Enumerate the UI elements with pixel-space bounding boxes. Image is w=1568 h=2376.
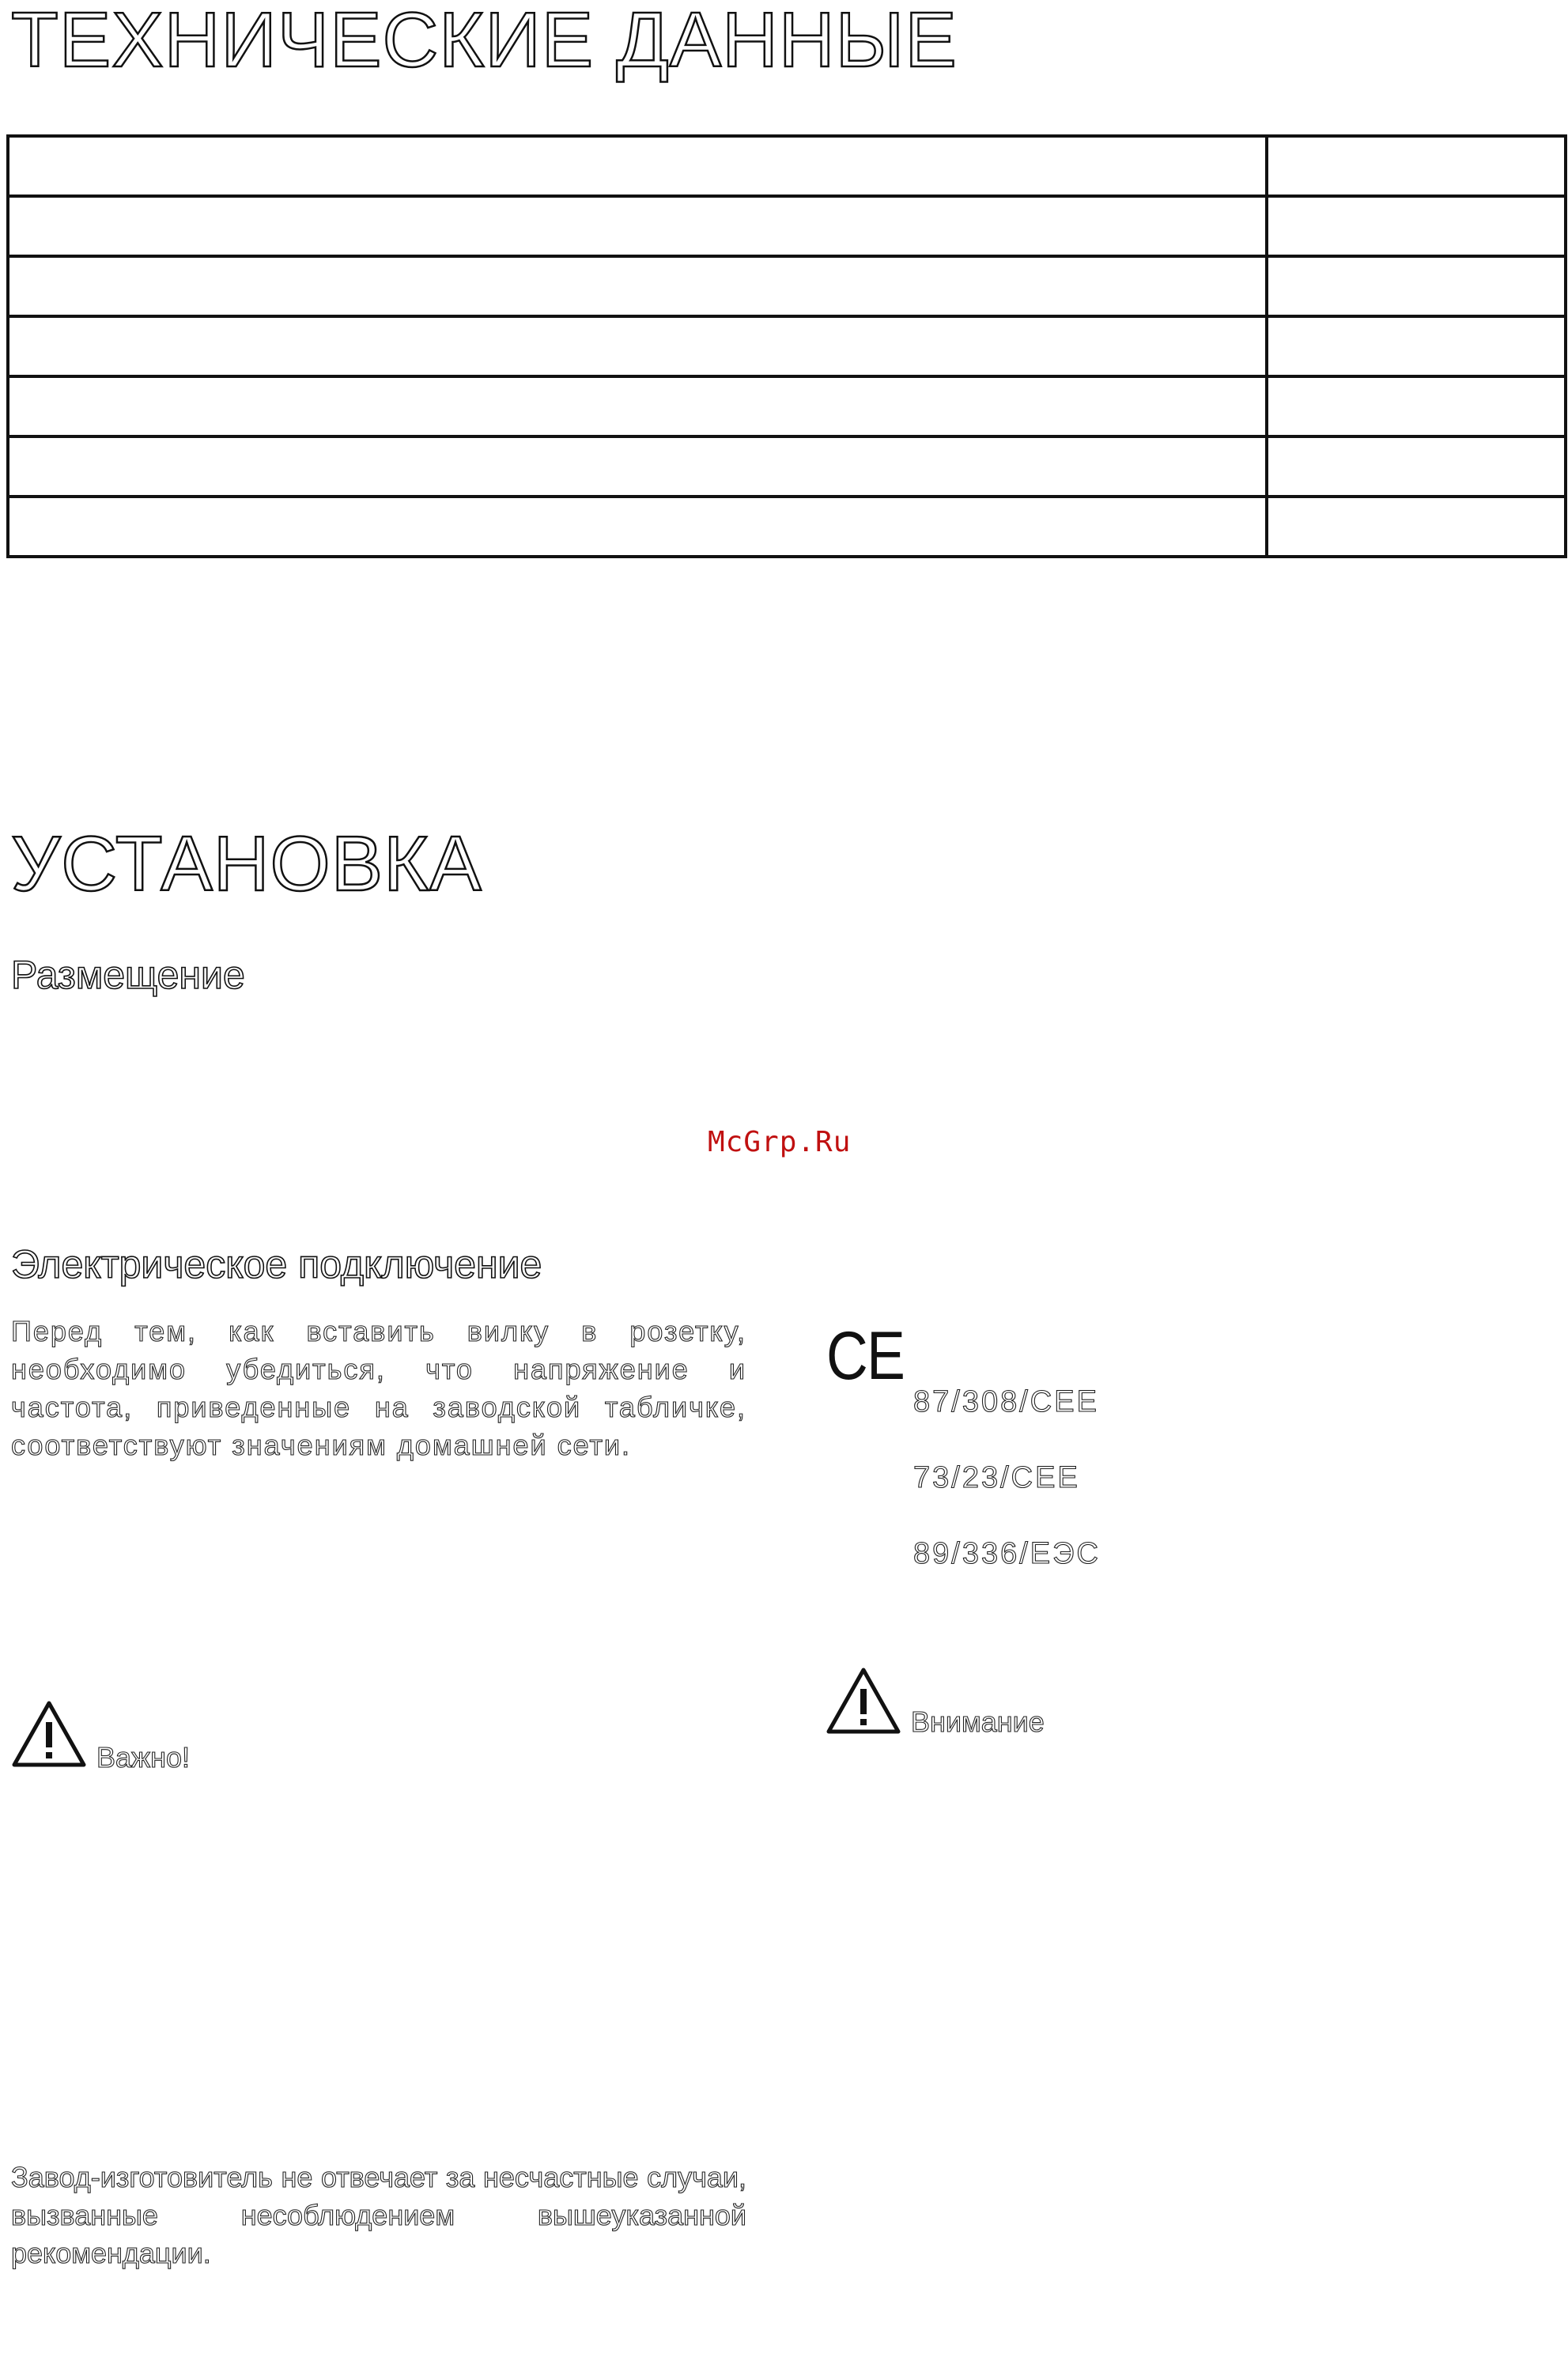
spec-value-cell — [1267, 376, 1566, 436]
directive-item: 73/23/CEE — [913, 1461, 1080, 1494]
spec-label-cell — [8, 256, 1267, 316]
spec-label-cell — [8, 196, 1267, 256]
spec-label-cell — [8, 497, 1267, 557]
spec-value-cell — [1267, 497, 1566, 557]
spec-label-cell — [8, 376, 1267, 436]
table-row — [8, 316, 1566, 376]
table-row — [8, 436, 1566, 497]
ce-mark-icon: CE — [826, 1318, 905, 1394]
spec-label-cell — [8, 136, 1267, 196]
spec-value-cell — [1267, 316, 1566, 376]
page-title-technical-data: ТЕХНИЧЕСКИЕ ДАННЫЕ — [11, 0, 958, 83]
spec-value-cell — [1267, 196, 1566, 256]
voltage-check-paragraph: Перед тем, как вставить вилку в розетку, необходимо убедиться, что напряжение и частота, приведенные на заводской табличке, соответствуют значениям домашней сети. — [11, 1315, 746, 1461]
subsection-title-electrical-connection: Электрическое подключение — [11, 1242, 542, 1286]
directive-item: 87/308/CEE — [913, 1385, 1099, 1418]
spec-value-cell — [1267, 436, 1566, 497]
table-row — [8, 196, 1566, 256]
warning-label-attention: Внимание — [911, 1706, 1045, 1738]
table-row — [8, 497, 1566, 557]
spec-value-cell — [1267, 256, 1566, 316]
table-row — [8, 376, 1566, 436]
table-row — [8, 136, 1566, 196]
table-row — [8, 256, 1566, 316]
section-title-installation: УСТАНОВКА — [11, 820, 482, 907]
warning-label-important: Важно! — [96, 1741, 191, 1774]
watermark-link[interactable]: McGrp.Ru — [708, 1126, 852, 1158]
warning-triangle-icon — [11, 1700, 87, 1768]
spec-label-cell — [8, 316, 1267, 376]
spec-label-cell — [8, 436, 1267, 497]
directive-item: 89/336/ЕЭС — [913, 1537, 1101, 1570]
warning-triangle-icon — [826, 1667, 901, 1735]
liability-paragraph: Завод-изготовитель не отвечает за несчастные случаи, вызванные несоблюдением вышеуказанной рекомендации. — [11, 2161, 746, 2269]
technical-data-table — [6, 134, 1567, 558]
subsection-title-placement: Размещение — [11, 953, 245, 997]
spec-value-cell — [1267, 136, 1566, 196]
